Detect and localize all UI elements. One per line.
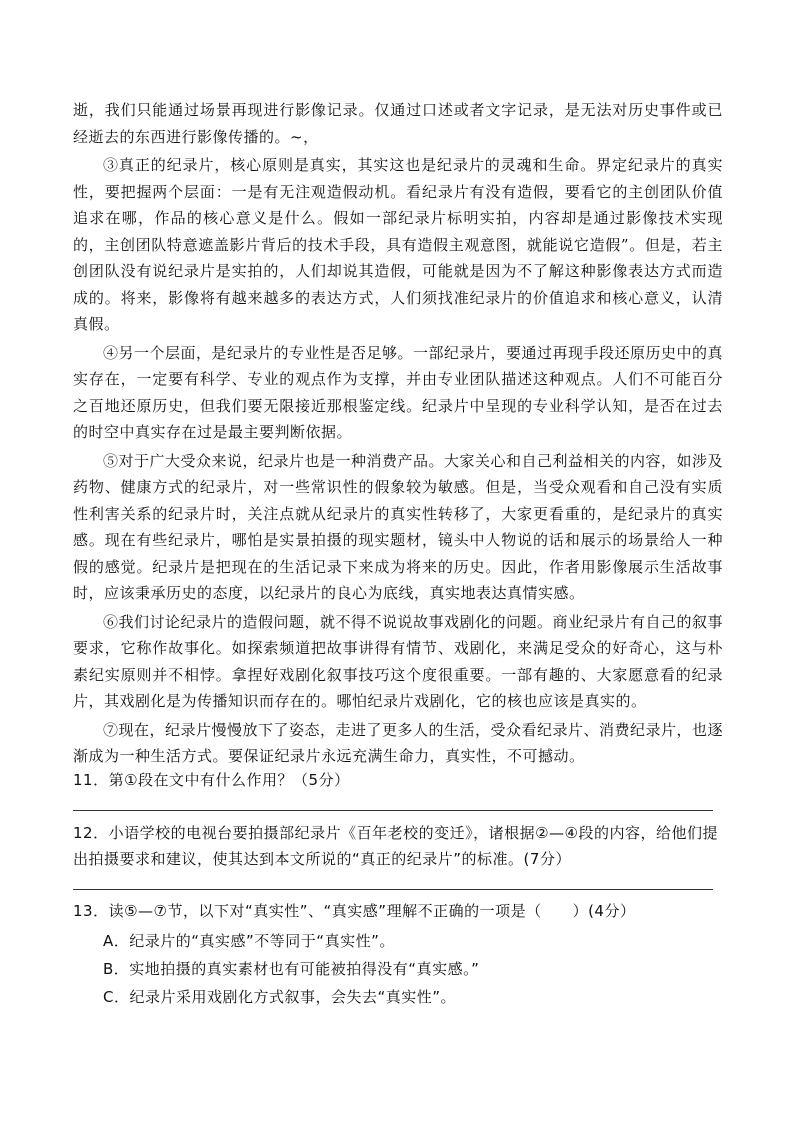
question-11-text: 11．第①段在文中有什么作用？（5分） xyxy=(73,771,350,789)
question-11 xyxy=(73,767,723,793)
paragraph-3: ③真正的纪录片，核心原则是真实，其实这也是纪录片的灵魂和生命。界定纪录片的真实性，要把握两个层面：一是有无注观造假动机。看纪录片有没有造假，要看它的主创团队价值追求在哪，作品的核心意义是什么。假如一部纪录片标明实拍，内容却是通过影像技术实现的，主创团队特意遮盖影片背后的技术手段，具有造假主观意图，就能说它造假”。但是，若主创团队没有说纪录片是实拍的，人们却说其造假，可能就是因为不了解这种影像表达方式而造成的。将来，影像将有越来越多的表达方式，人们须找准纪录片的价值追求和核心意义，认清真假。 xyxy=(73,156,723,333)
paragraph-6: ⑥我们讨论纪录片的造假问题，就不得不说说故事戏剧化的问题。商业纪录片有自己的叙事要求，它称作故事化。如探索频道把故事讲得有情节、戏剧化，来满足受众的好奇心，这与朴素纪实原则并不相悖。拿捏好戏剧化叙事技巧这个度很重要。一部有趣的、大家愿意看的纪录片，其戏剧化是为传播知识而存在的。哪怕纪录片戏剧化，它的核也应该是真实的。 xyxy=(73,612,724,710)
option-a[interactable]: A．纪录片的“真实感”不等同于“真实性”。 xyxy=(103,932,395,950)
reading-passage xyxy=(73,97,723,770)
question-13 xyxy=(73,898,723,1011)
option-b[interactable]: B．实地拍摄的真实素材也有可能被拍得没有“真实感。” xyxy=(103,960,480,978)
question-13-text: 13．读⑤—⑦节，以下对“真实性”、“真实感”理解不正确的一项是（ ）(4分） xyxy=(73,902,636,920)
paragraph-7: ⑦现在，纪录片慢慢放下了姿态，走进了更多人的生活，受众看纪录片、消费纪录片，也逐渐成为一种生活方式。要保证纪录片永远充满生命力，真实性，不可撼动。 xyxy=(73,720,724,765)
paragraph-continued: 逝，我们只能通过场景再现进行影像记录。仅通过口述或者文字记录，是无法对历史事件或已经逝去的东西进行影像传播的。~， xyxy=(73,101,723,146)
question-12 xyxy=(73,820,723,872)
paragraph-4: ④另一个层面，是纪录片的专业性是否足够。一部纪录片，要通过再现手段还原历史中的真实存在，一定要有科学、专业的观点作为支撑，并由专业团队描述这种观点。人们不可能百分之百地还原历史，但我们要无限接近那根鉴定线。纪录片中呈现的专业科学认知，是否在过去的时空中真实存在过是最主要判断依据。 xyxy=(73,343,724,441)
option-c[interactable]: C．纪录片采用戏剧化方式叙事，会失去“真实性”。 xyxy=(103,988,457,1006)
answer-line-11[interactable] xyxy=(73,810,713,811)
answer-line-12[interactable] xyxy=(73,889,713,890)
paragraph-5: ⑤对于广大受众来说，纪录片也是一种消费产品。大家关心和自己利益相关的内容，如涉及药物、健康方式的纪录片，对一些常识性的假象较为敏感。但是，当受众观看和自己没有实质性利害关系的纪录片时，关注点就从纪录片的真实性转移了，大家更看重的，是纪录片的真实感。现在有些纪录片，哪怕是实景拍摄的现实题材，镜头中人物说的话和展示的场景给人一种假的感觉。纪录片是把现在的生活记录下来成为将来的历史。因此，作者用影像展示生活故事时，应该秉承历史的态度，以纪录片的良心为底线，真实地表达真情实感。 xyxy=(73,451,724,602)
question-12-text: 12．小语学校的电视台要拍摄部纪录片《百年老校的变迁》，诸根据②—④段的内容，给他们提出拍摄要求和建议，使其达到本文所说的“真正的纪录片”的标准。(7分） xyxy=(73,824,718,868)
